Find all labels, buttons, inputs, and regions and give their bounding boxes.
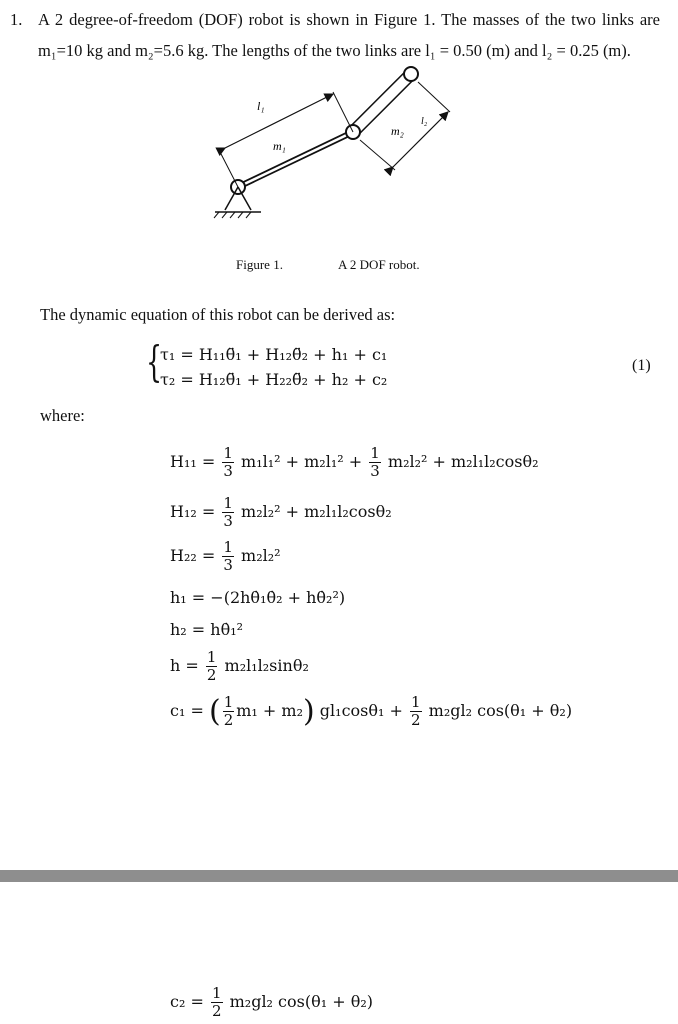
problem-text: A 2 degree-of-freedom (DOF) robot is shown in Figure 1. The masses of the two links are m₁=10 kg and m₂=5.6 kg. The lengths of the two links are l₁ = 0.50 (m) and l₂ = 0.25 (m). — [38, 10, 660, 60]
problem-statement — [10, 4, 660, 66]
robot-figure — [205, 62, 465, 232]
equation-tau1: τ₁ = H₁₁θ̈₁ + H₁₂θ̈₂ + h₁ + c₁ — [160, 345, 388, 364]
label-l2: l₂ — [421, 116, 428, 127]
formula-H12: H₁₂ = $\frac{1}{3}$ m₂l₂² + m₂l₁l₂cosθ₂ — [170, 494, 392, 530]
page-divider — [0, 870, 678, 882]
label-m1: m₁ — [273, 139, 286, 153]
equation-brace: { — [146, 337, 163, 386]
problem-number: 1. — [10, 10, 23, 29]
joint-end — [404, 67, 418, 81]
formula-H11: H₁₁ = $\frac{1}{3}$ m₁l₁² + m₂l₁² + $\frac{1}{3}$ m₂l₂² + m₂l₁l₂cosθ₂ — [170, 444, 539, 480]
formula-h: h = $\frac{1}{2}$ m₂l₁l₂sinθ₂ — [170, 648, 309, 684]
equation-tau2: τ₂ = H₁₂θ̈₁ + H₂₂θ̈₂ + h₂ + c₂ — [160, 370, 388, 389]
formula-H22: H₂₂ = $\frac{1}{3}$ m₂l₂² — [170, 538, 281, 574]
label-m2: m₂ — [391, 124, 404, 138]
figure-caption-left: Figure 1. — [236, 257, 283, 272]
figure-caption-right: A 2 DOF robot. — [338, 257, 420, 272]
intro-text: The dynamic equation of this robot can be derived as: — [40, 305, 396, 324]
formula-h2: h₂ = hθ̇₁² — [170, 620, 244, 639]
formula-c2: c₂ = $\frac{1}{2}$ m₂gl₂ cos(θ₁ + θ₂) — [170, 984, 374, 1020]
where-label: where: — [40, 406, 85, 425]
label-l1: l₁ — [257, 99, 265, 113]
formula-c1: c₁ = ( $\frac{1}{2}$ m₁ + m₂) gl₁cosθ₁ + $\frac{1}{2}$ m₂gl₂ cos(θ₁ + θ₂) — [170, 693, 573, 729]
equation-number: (1) — [632, 357, 651, 374]
formula-h1: h₁ = −(2hθ̇₁θ̇₂ + hθ̇₂²) — [170, 588, 346, 607]
